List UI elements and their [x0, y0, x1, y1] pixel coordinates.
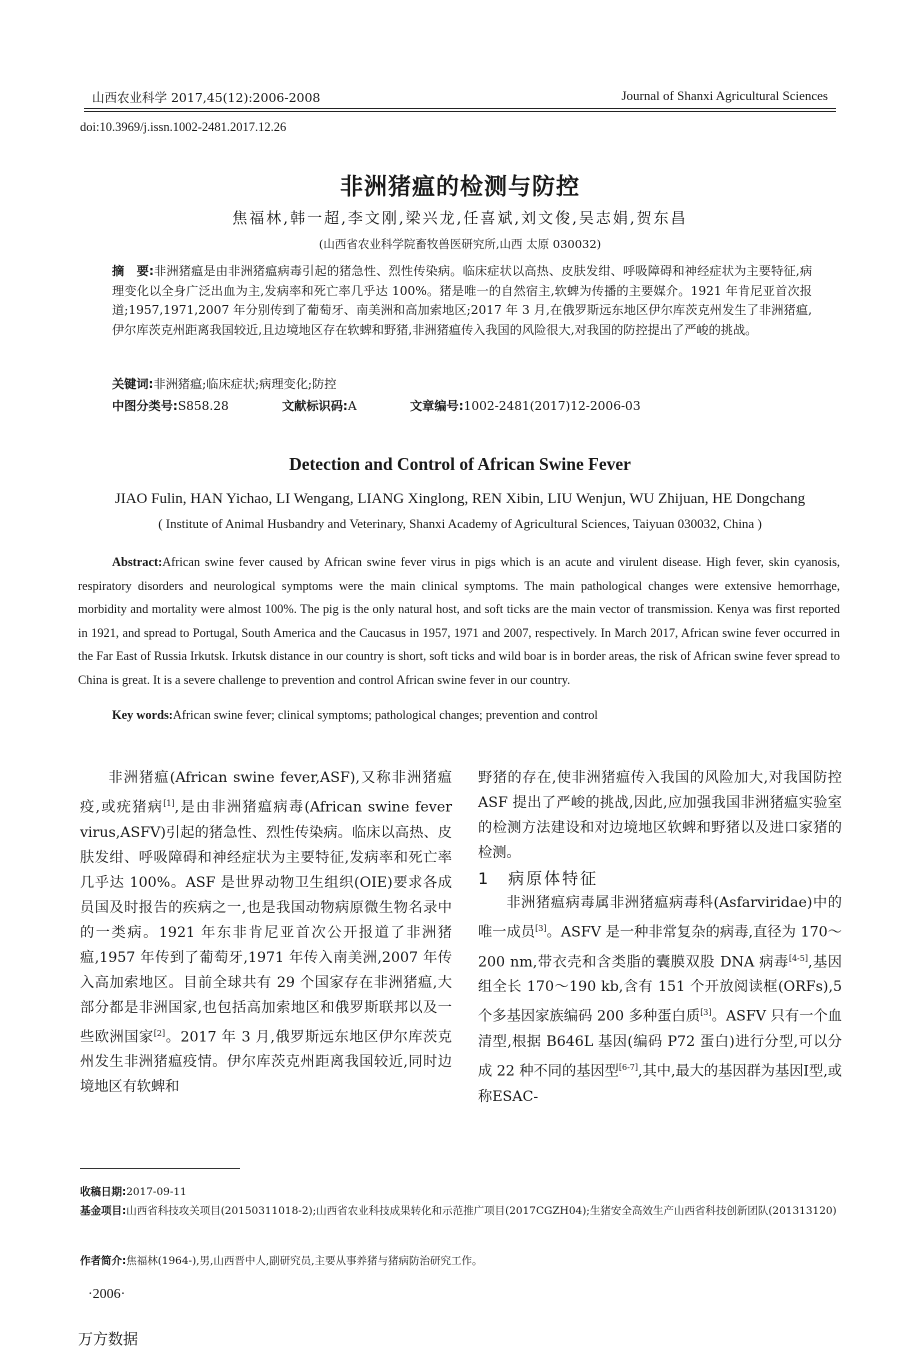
- pathogen-text-e: ,其中,最大的基因群为基因Ⅰ型,或称ESAC-: [478, 1063, 842, 1105]
- page-number: ·2006·: [88, 1287, 126, 1302]
- en-keywords-text: African swine fever; clinical symptoms; pathological changes; prevention and control: [172, 708, 598, 722]
- cn-class-label: 中图分类号:: [112, 399, 178, 413]
- en-authors: JIAO Fulin, HAN Yichao, LI Wengang, LIANG Xinglong, REN Xibin, LIU Wenjun, WU Zhijuan, HE Dongchang: [114, 491, 806, 507]
- wanfang-watermark: 万方数据: [78, 1330, 139, 1348]
- journal-citation-cn: 山西农业科学 2017,45(12):2006-2008: [92, 90, 321, 105]
- intro-text-a: 非洲猪瘟(African swine fever,ASF),又称非洲猪瘟疫,或疣猪病: [80, 770, 452, 816]
- footnote-received: [80, 1183, 842, 1202]
- footnote-fund: [80, 1202, 842, 1221]
- citation-1: [1]: [163, 799, 175, 808]
- cn-article-label: 文章编号:: [410, 399, 464, 413]
- citation-4-5: [4-5]: [788, 953, 808, 963]
- intro-continued: 野猪的存在,使非洲猪瘟传入我国的风险加大,对我国防控 ASF 提出了严峻的挑战,因此,应加强我国非洲猪瘟实验室的检测方法建设和对边境地区软蜱和野猪以及进口家猪的检测。: [478, 770, 842, 861]
- citation-6-7: [6-7]: [618, 1063, 638, 1073]
- cn-affiliation: (山西省农业科学院畜牧兽医研究所,山西 太原 030032): [318, 237, 602, 251]
- fund-text: 山西省科技攻关项目(20150311018-2);山西省农业科技成果转化和示范推广项目(2017CGZH04);生猪安全高效生产山西省科技创新团队(201313120): [126, 1205, 837, 1217]
- body-left-column: [80, 766, 452, 1100]
- cn-doccode-value: A: [347, 399, 357, 413]
- cn-doc-code: [282, 397, 357, 414]
- cn-abstract-label: 摘 要:: [112, 264, 154, 278]
- doi: doi:10.3969/j.issn.1002-2481.2017.12.26: [80, 120, 287, 134]
- cn-class-value: S858.28: [177, 399, 229, 413]
- intro-text-c: 。2017 年 3 月,俄罗斯远东地区伊尔库茨克州发生非洲猪瘟疫情。伊尔库茨克州距离我国较近,同时边境地区有软蜱和: [80, 1029, 452, 1096]
- footnote-author: [80, 1252, 842, 1271]
- citation-3: [3]: [535, 924, 547, 933]
- en-affiliation: ( Institute of Animal Husbandry and Veterinary, Shanxi Academy of Agricultural Sciences, Taiyuan 030032, China ): [158, 516, 762, 531]
- header-rule-thin: [84, 111, 836, 112]
- cn-abstract-text: 非洲猪瘟是由非洲猪瘟病毒引起的猪急性、烈性传染病。临床症状以高热、皮肤发绀、呼吸障碍和神经症状为主要特征,病理变化以全身广泛出血为主,发病率和死亡率几乎达 100%。猪是唯一的自然宿主,软蜱为传播的主要媒介。1921 年肯尼亚首次报道;1957,1971,2007 年分别传到了葡萄牙、南美洲和高加索地区;2017 年 3 月,在俄罗斯远东地区伊尔库茨克州发生了非洲猪瘟,伊尔库茨克州距离我国较近,且边境地区存在软蜱和野猪,非洲猪瘟传入我国的风险很大,对我国的防控提出了严峻的挑战。: [112, 264, 813, 337]
- en-title: Detection and Control of African Swine Fever: [289, 454, 631, 474]
- cn-abstract: [112, 262, 812, 340]
- cn-doccode-label: 文献标识码:: [282, 399, 348, 413]
- cn-article-number: [410, 397, 641, 414]
- author-bio-text: 焦福林(1964-),男,山西晋中人,副研究员,主要从事养猪与猪病防治研究工作。: [126, 1255, 483, 1267]
- cn-keywords-text: 非洲猪瘟;临床症状;病理变化;防控: [153, 377, 337, 391]
- intro-text-b: ,是由非洲猪瘟病毒(African swine fever virus,ASFV)引起的猪急性、烈性传染病。临床以高热、皮肤发绀、呼吸障碍和神经症状为主要特征,发病率和死亡率几乎达 100%。ASF 是世界动物卫生组织(OIE)要求各成员国及时报告的疾病之一,也是我国动物病原微生物名录中的一类病。1921 年东非肯尼亚首次公开报道了非洲猪瘟,1957 年传到了葡萄牙,1971 年传入南美洲,2007 年传入高加索地区。目前全球共有 29 个国家存在非洲猪瘟,大部分都是非洲国家,也包括高加索地区和俄罗斯联邦以及一些欧洲国家: [80, 799, 452, 1046]
- cn-class-number: [112, 397, 229, 414]
- cn-keywords: [112, 375, 812, 392]
- fund-label: 基金项目:: [80, 1205, 127, 1217]
- received-label: 收稿日期:: [80, 1186, 127, 1198]
- en-keywords-label: Key words:: [112, 708, 173, 722]
- received-date: 2017-09-11: [126, 1186, 187, 1198]
- pathogen-text-c: ,基因组全长 170～190 kb,含有 151 个开放阅读框(ORFs),5 个多基因家族编码 200 多种蛋白质: [478, 954, 842, 1026]
- citation-3b: [3]: [700, 1008, 712, 1018]
- en-abstract: [78, 551, 840, 692]
- author-bio-label: 作者简介:: [80, 1255, 127, 1267]
- header-rule: [84, 108, 836, 109]
- footnote-rule: [80, 1168, 240, 1169]
- cn-authors: 焦福林,韩一超,李文刚,梁兴龙,任喜斌,刘文俊,吴志娟,贺东昌: [232, 209, 688, 227]
- pathogen-text-b: 。ASFV 是一种非常复杂的病毒,直径为 170～200 nm,带衣壳和含类脂的囊膜双股 DNA 病毒: [478, 924, 842, 971]
- section-heading-1: 1 病原体特征: [478, 869, 599, 888]
- cn-article-value: 1002-2481(2017)12-2006-03: [463, 399, 641, 413]
- intro-paragraph: [80, 766, 452, 1100]
- pathogen-text-d: 。ASFV 只有一个血清型,根据 B646L 基因(编码 P72 蛋白)进行分型,可以分成 22 种不同的基因型: [478, 1009, 842, 1080]
- cn-title: 非洲猪瘟的检测与防控: [340, 174, 580, 200]
- en-abstract-label: Abstract:: [112, 555, 163, 569]
- journal-name-en: Journal of Shanxi Agricultural Sciences: [621, 88, 828, 103]
- citation-2: [2]: [153, 1028, 166, 1038]
- pathogen-paragraph: [478, 891, 842, 1110]
- en-keywords: [112, 708, 598, 723]
- body-right-column: [478, 766, 842, 1110]
- pathogen-text-a: 非洲猪瘟病毒属非洲猪瘟病毒科(Asfarviridae)中的唯一成员: [478, 895, 842, 941]
- en-abstract-text: African swine fever caused by African swine fever virus in pigs which is an acute and virulent disease. High fever, skin cyanosis, respiratory disorders and neurological symptoms were the main clinical symptoms. The main pathological changes were extensive hemorrhage, morbidity and mortality were almost 100%. The pig is the only natural host, and soft ticks are the main vector of transmission. Kenya was first reported in 1921, and spread to Portugal, South America and the Caucasus in 1957, 1971 and 2007, respectively. In March 2017, African swine fever occurred in the Far East of Russia Irkutsk. Irkutsk distance in our country is short, soft ticks and wild boar is in border areas, the risk of African swine fever spread to China is great. It is a severe challenge to prevention and control African swine fever in our country.: [78, 555, 840, 687]
- cn-keywords-label: 关键词:: [112, 377, 154, 391]
